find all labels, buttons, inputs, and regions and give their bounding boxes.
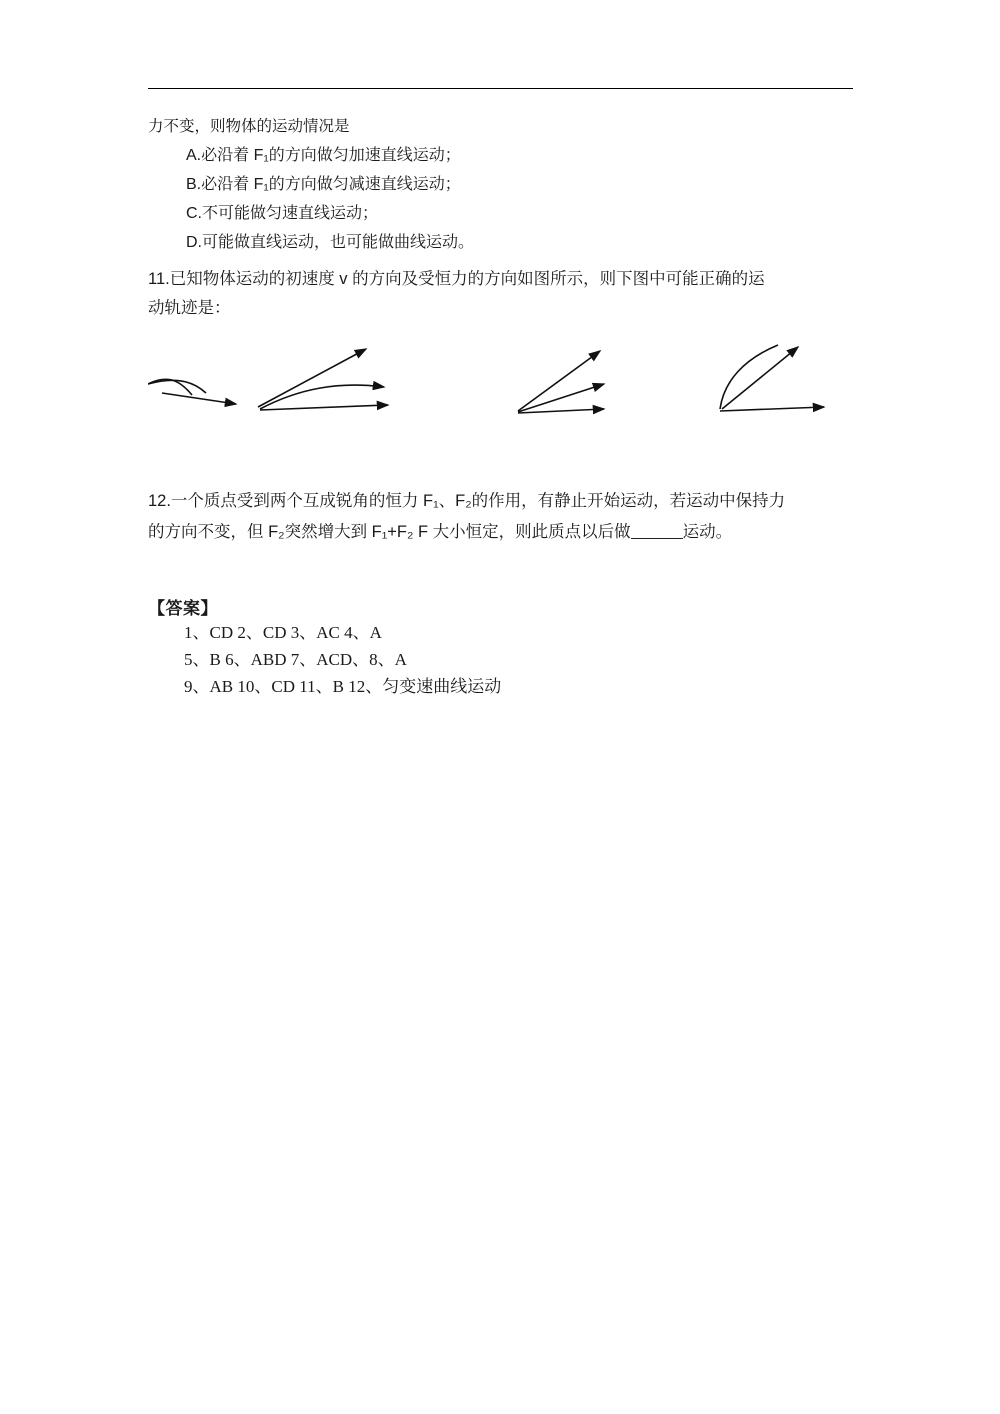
- fill-in-blank: [631, 523, 683, 539]
- answers-heading: 【答案】: [148, 599, 218, 618]
- answers-line-3: 9、AB 10、CD 11、B 12、匀变速曲线运动: [184, 677, 502, 696]
- question-11-line-1: 11.已知物体运动的初速度 v 的方向及受恒力的方向如图所示，则下图中可能正确的运: [148, 270, 765, 288]
- trajectory-figure-c: [518, 351, 604, 413]
- question-12-text: [148, 486, 858, 548]
- trajectory-figures-svg: [148, 329, 858, 464]
- question-11-text: [148, 265, 858, 323]
- question-10-option-a: A.必沿着 F₁的方向做匀加速直线运动；: [186, 147, 461, 164]
- header-rule: [148, 88, 853, 89]
- question-11-line-2: 动轨迹是：: [148, 299, 231, 317]
- question-12-line-2-part-1: 的方向不变，但 F₂突然增大到 F₁+F₂ F 大小恒定，则此质点以后做: [148, 523, 631, 541]
- trajectory-figure-d: [720, 345, 824, 411]
- question-10-option-d: D.可能做直线运动，也可能做曲线运动。: [186, 234, 475, 251]
- question-12-line-1: 12.一个质点受到两个互成锐角的恒力 F₁、F₂的作用，有静止开始运动，若运动中保持力: [148, 492, 786, 510]
- question-10-option-b: B.必沿着 F₁的方向做匀减速直线运动；: [186, 176, 461, 193]
- question-12-line-2-part-2: 运动。: [682, 523, 733, 541]
- trajectory-figure-a: [148, 379, 236, 404]
- question-10-option-c: C.不可能做匀速直线运动；: [186, 205, 379, 222]
- document-content: [148, 112, 858, 700]
- answers-line-2: 5、B 6、ABD 7、ACD、8、A: [184, 650, 407, 669]
- answers-line-1: 1、CD 2、CD 3、AC 4、A: [184, 623, 382, 642]
- question-12-line-2: [148, 517, 858, 548]
- question-10-stem: 力不变，则物体的运动情况是: [148, 118, 350, 135]
- question-11-figure-group: [148, 329, 858, 464]
- trajectory-figure-b: [258, 349, 388, 410]
